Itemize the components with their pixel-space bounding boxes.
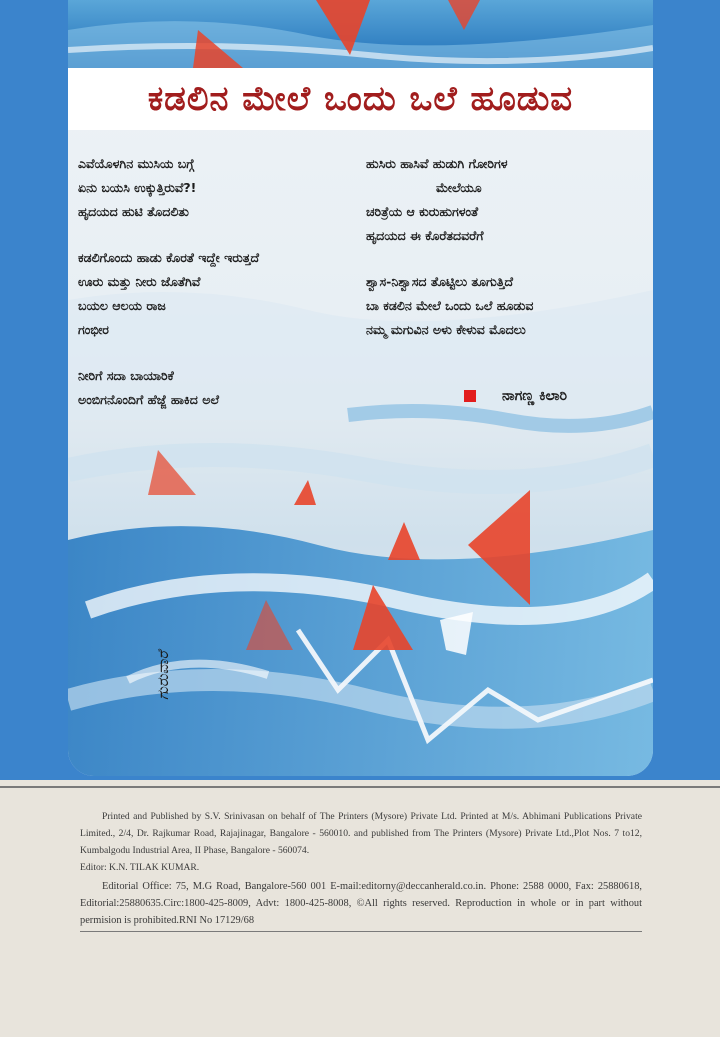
author-byline xyxy=(464,388,567,404)
poem-line: ಕಡಲಿಗೊಂದು ಹಾಡು ಕೊರತೆ ಇದ್ದೇ ಇರುತ್ತದೆ xyxy=(78,250,260,265)
poem-artwork-panel xyxy=(68,0,653,776)
title-band xyxy=(68,68,653,130)
editorial-office-line: Editorial Office: 75, M.G Road, Bangalore-560 001 E-mail:editorny@deccanherald.co.in. Phone: 2588 0000, Fax: 25880618, Editorial:25880635.Circ:1800-425-8009, Advt: 1800-425-8008, ©All rights reserved. Reproduction in whole or in part without permision is prohibited.RNI No 17129/68 xyxy=(80,881,642,926)
poem-line: ಬಾ ಕಡಲಿನ ಮೇಲೆ ಒಂದು ಒಲೆ ಹೂಡುವ xyxy=(366,298,534,313)
poem-line: ಎವೆಯೊಳಗಿನ ಮುಸಿಯ ಬಗ್ಗೆ xyxy=(78,156,195,171)
poem-line: ನಮ್ಮ ಮಗುವಿನ ಅಳು ಕೇಳುವ ಮೊದಲು xyxy=(366,322,526,337)
red-triangle xyxy=(294,480,316,505)
poem-line: ಹೃದಯದ ಈ ಕೊರೆತದವರೆಗೆ xyxy=(366,228,484,243)
poem-line: ಮೇಲೆಯೂ xyxy=(436,180,482,195)
poem-left-column xyxy=(78,152,348,434)
artist-signature: ಗುರುವಾರೆ xyxy=(154,650,172,700)
author-bullet-icon xyxy=(464,390,476,402)
publisher-line: Printed and Published by S.V. Srinivasan on behalf of The Printers (Mysore) Private Ltd. Printed at M/s. Abhimanі Publications Private Limited., 2/4, Dr. Rajkumar Road, Rajajinagar, Bangalore - 560010. and published from The Printers (Mysore) Private Ltd.,Plot Nos. 7 to12, Kumbalgodu Industrial Area, II Phase, Bangalore - 560074. xyxy=(80,811,642,856)
stanza xyxy=(366,270,646,342)
poem-line: ನೀರಿಗೆ ಸದಾ ಬಾಯಾರಿಕೆ xyxy=(78,368,174,383)
poem-line: ಚರಿತ್ರೆಯ ಆ ಕುರುಹುಗಳಂತೆ xyxy=(366,204,479,219)
stanza xyxy=(78,152,348,224)
imprint-top-divider xyxy=(0,786,720,788)
poem-line: ಊರು ಮತ್ತು ನೀರು ಜೊತೆಗಿವೆ xyxy=(78,274,201,289)
author-name: ನಾಗಣ್ಣ ಕಿಲಾರಿ xyxy=(502,388,568,404)
editor-line: Editor: K.N. TILAK KUMAR. xyxy=(80,862,200,873)
red-triangle xyxy=(388,522,420,560)
stanza xyxy=(78,364,348,412)
poem-line: ಹೃದಯದ ಹುಟಿ ತೊದಲಿತು xyxy=(78,204,189,219)
imprint-block xyxy=(80,808,642,932)
poem-line: ಹುಸಿರು ಹಾಸಿವೆ ಹುಡುಗಿ ಗೋರಿಗಳ xyxy=(366,156,508,171)
stanza xyxy=(78,246,348,342)
poem-line: ಏನು ಬಯಸಿ ಉಕ್ಕುತ್ತಿರುವೆ?! xyxy=(78,180,197,195)
poem-line: ಬಯಲ ಆಲಯ ರಾಜ xyxy=(78,298,166,313)
poem-line: ಗಂಭೀರ xyxy=(78,322,109,337)
stanza xyxy=(366,152,646,248)
poem-line: ಅಂಬಿಗನೊಂದಿಗೆ ಹೆಜ್ಜೆ ಹಾಕಿದ ಅಲೆ xyxy=(78,392,220,407)
poem-title: ಕಡಲಿನ ಮೇಲೆ ಒಂದು ಒಲೆ ಹೂಡುವ xyxy=(147,79,574,119)
poem-line: ಶ್ವಾಸ-ನಿಶ್ವಾಸದ ತೊಟ್ಟಿಲು ತೂಗುತ್ತಿದೆ xyxy=(366,274,514,289)
poem-right-column xyxy=(366,152,646,364)
imprint-bottom-rule xyxy=(80,931,642,932)
